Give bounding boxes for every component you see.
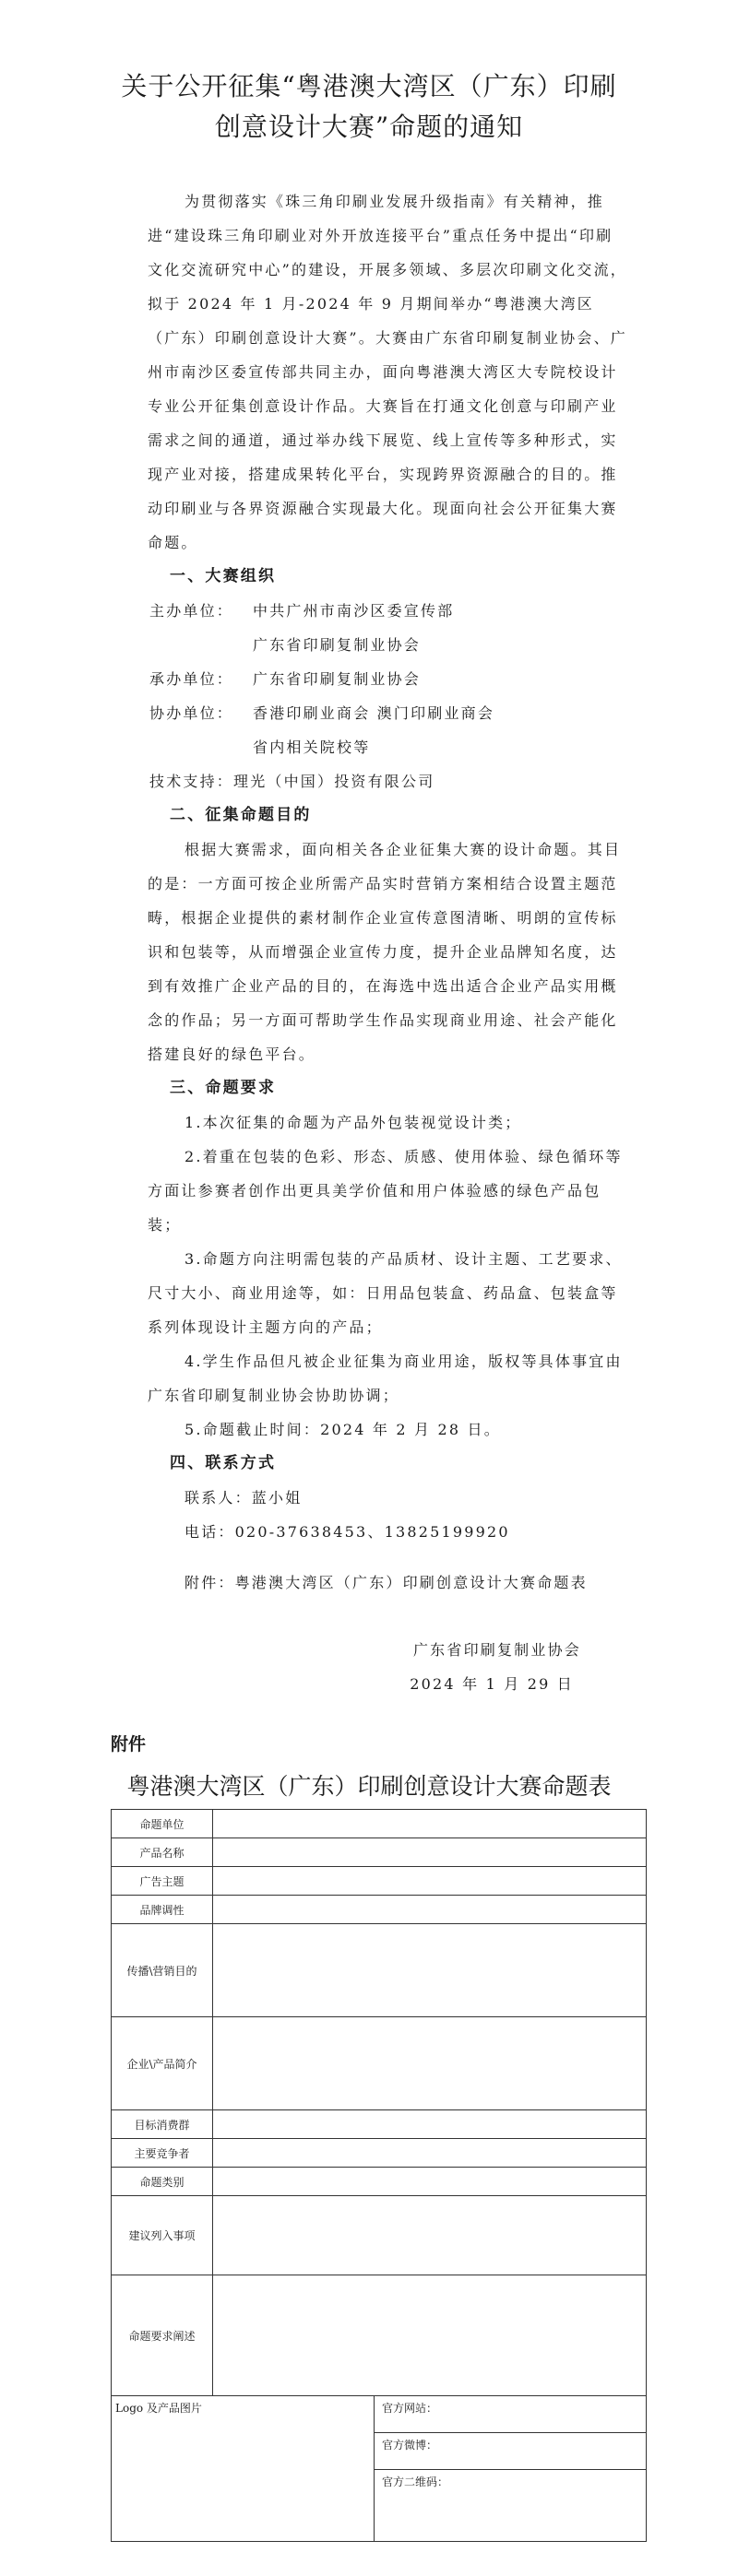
contact-person: 联系人：蓝小姐 xyxy=(184,1489,303,1507)
form-input-cell[interactable] xyxy=(213,1838,647,1867)
org-label xyxy=(148,730,253,764)
section-heading-contact: 四、联系方式 xyxy=(170,1454,277,1472)
spacer xyxy=(148,1549,627,1566)
logo-image-cell[interactable] xyxy=(112,2396,375,2542)
official-site-label: 官方网站： xyxy=(382,2402,438,2415)
intro-paragraph: 为贯彻落实《珠三角印刷业发展升级指南》有关精神，推进“建设珠三角印刷业对外开放连接平台”重点任务中提出“印刷文化交流研究中心”的建设，开展多领域、多层次印刷文化交流，拟于 2024 年 1 月-2024 年 9 月期间举办“粤港澳大湾区（广东）印刷创意设计大赛”。大赛由广东省印刷复制业协会、广州市南沙区委宣传部共同主办，面向粤港澳大湾区大专院校设计专业公开征集创意设计作品。大赛旨在打通文化创意与印刷产业需求之间的通道，通过举办线下展览、线上宣传等多种形式，实现产业对接，搭建成果转化平台，实现跨界资源融合的目的。推动印刷业与各界资源融合实现最大化。现面向社会公开征集大赛命题。 xyxy=(148,193,627,551)
table-row xyxy=(112,2396,647,2542)
org-value: 省内相关院校等 xyxy=(253,739,371,756)
form-input-cell[interactable] xyxy=(213,2139,647,2168)
form-input-cell[interactable] xyxy=(213,2275,647,2396)
form-label: 主要竞争者 xyxy=(112,2139,213,2168)
table-row xyxy=(112,2168,647,2196)
form-label: 品牌调性 xyxy=(112,1896,213,1924)
form-label: 广告主题 xyxy=(112,1867,213,1896)
org-row xyxy=(148,696,627,730)
org-label: 主办单位： xyxy=(149,602,234,620)
org-value: 广东省印刷复制业协会 xyxy=(253,670,422,688)
org-row xyxy=(148,730,627,764)
form-label: 目标消费群 xyxy=(112,2110,213,2139)
spacer xyxy=(148,1616,627,1633)
notice-body xyxy=(148,184,627,1701)
org-label: 承办单位： xyxy=(149,670,234,688)
signature-org: 广东省印刷复制业协会 xyxy=(412,1641,581,1659)
logo-cell-label: Logo 及产品图片 xyxy=(115,2402,202,2415)
purpose-paragraph: 根据大赛需求，面向相关各企业征集大赛的设计命题。其目的是：一方面可按企业所需产品实时营销方案相结合设置主题范畴，根据企业提供的素材制作企业宣传意图清晰、明朗的宣传标识和包装等，从而增强企业宣传力度，提升企业品牌知名度，达到有效推广企业产品的目的，在海选中选出适合企业产品实用概念的作品；另一方面可帮助学生作品实现商业用途、社会产能化搭建良好的绿色平台。 xyxy=(148,841,622,1063)
org-row xyxy=(148,662,627,696)
form-label: 建议列入事项 xyxy=(112,2196,213,2275)
org-value: 香港印刷业商会 澳门印刷业商会 xyxy=(253,704,495,722)
org-row xyxy=(148,594,627,628)
table-row xyxy=(112,2110,647,2139)
org-row xyxy=(148,628,627,662)
section-heading-organization: 一、大赛组织 xyxy=(170,567,277,585)
org-value: 中共广州市南沙区委宣传部 xyxy=(253,602,455,620)
requirement-item: 5.命题截止时间：2024 年 2 月 28 日。 xyxy=(184,1421,501,1438)
requirement-item: 1.本次征集的命题为产品外包装视觉设计类； xyxy=(184,1114,522,1131)
official-weibo-label: 官方微博： xyxy=(382,2439,438,2452)
form-input-cell[interactable] xyxy=(213,1896,647,1924)
section-heading-requirements: 三、命题要求 xyxy=(170,1079,277,1097)
signature-date: 2024 年 1 月 29 日 xyxy=(410,1675,574,1693)
official-qr-field[interactable] xyxy=(375,2470,646,2540)
org-value: 广东省印刷复制业协会 xyxy=(253,636,422,654)
form-input-cell[interactable] xyxy=(213,2017,647,2110)
contact-phone: 电话：020-37638453、13825199920 xyxy=(184,1523,510,1541)
table-row xyxy=(112,2275,647,2396)
title-line-1: 关于公开征集“粤港澳大湾区（广东）印刷 xyxy=(121,71,617,101)
form-label: 命题单位 xyxy=(112,1810,213,1838)
form-label: 传播\营销目的 xyxy=(112,1924,213,2017)
form-input-cell[interactable] xyxy=(213,1867,647,1896)
table-row xyxy=(112,1924,647,2017)
notice-title xyxy=(92,66,646,148)
form-input-cell[interactable] xyxy=(213,2196,647,2275)
table-row xyxy=(112,1838,647,1867)
table-row xyxy=(112,2017,647,2110)
form-input-cell[interactable] xyxy=(213,1810,647,1838)
form-input-cell[interactable] xyxy=(213,1924,647,2017)
form-label: 命题要求阐述 xyxy=(112,2275,213,2396)
attachment-note: 附件：粤港澳大湾区（广东）印刷创意设计大赛命题表 xyxy=(184,1574,588,1591)
official-weibo-field[interactable] xyxy=(375,2433,646,2470)
form-label: 企业\产品简介 xyxy=(112,2017,213,2110)
requirement-item: 3.命题方向注明需包装的产品质材、设计主题、工艺要求、尺寸大小、商业用途等，如：日用品包装盒、药品盒、包装盒等系列体现设计主题方向的产品； xyxy=(148,1250,623,1336)
requirement-item: 2.着重在包装的色彩、形态、质感、使用体验、绿色循环等方面让参赛者创作出更具美学价值和用户体验感的绿色产品包装； xyxy=(148,1148,623,1234)
tech-support: 技术支持：理光（中国）投资有限公司 xyxy=(149,773,435,790)
section-heading-purpose: 二、征集命题目的 xyxy=(170,806,312,824)
org-label: 协办单位： xyxy=(149,704,234,722)
official-qr-label: 官方二维码： xyxy=(382,2476,449,2488)
form-label: 产品名称 xyxy=(112,1838,213,1867)
attachment-label: 附件 xyxy=(111,1734,147,1755)
table-row xyxy=(112,1896,647,1924)
title-line-2: 创意设计大赛”命题的通知 xyxy=(214,112,524,142)
requirement-item: 4.学生作品但凡被企业征集为商业用途，版权等具体事宜由广东省印刷复制业协会协助协调； xyxy=(148,1353,623,1404)
proposal-form-table xyxy=(111,1809,647,2542)
table-row xyxy=(112,2196,647,2275)
form-label: 命题类别 xyxy=(112,2168,213,2196)
official-channels-cell xyxy=(375,2396,647,2542)
table-row xyxy=(112,2139,647,2168)
org-label xyxy=(148,628,253,662)
form-input-cell[interactable] xyxy=(213,2110,647,2139)
official-site-field[interactable] xyxy=(375,2396,646,2433)
spacer xyxy=(148,1600,627,1616)
table-row xyxy=(112,1867,647,1896)
table-row xyxy=(112,1810,647,1838)
attachment-title: 粤港澳大湾区（广东）印刷创意设计大赛命题表 xyxy=(126,1773,612,1800)
form-input-cell[interactable] xyxy=(213,2168,647,2196)
